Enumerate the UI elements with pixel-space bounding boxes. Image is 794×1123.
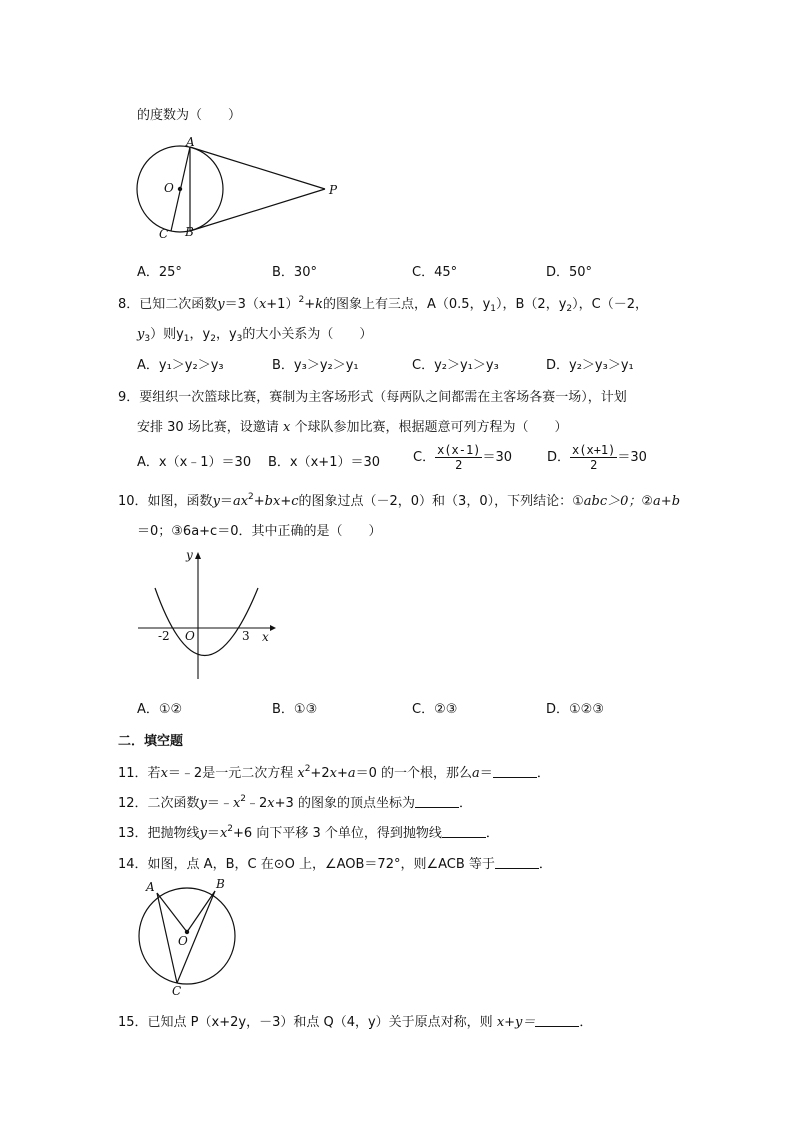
q7-label-c: C	[159, 227, 169, 241]
q8-point-c: ），C（－2，	[572, 297, 648, 312]
q9-option-a[interactable]: A．x（x﹣1）＝30	[137, 455, 252, 470]
q8-text-b: 的图象上有三点，	[322, 297, 427, 312]
q12-number: 12．	[118, 796, 148, 811]
q15-number: 15．	[118, 1015, 148, 1030]
q12-equation: y	[199, 796, 207, 811]
q13-number: 13．	[118, 826, 148, 841]
q10-parabola	[155, 588, 258, 656]
q8-text-d: 的大小关系为（ ）	[242, 327, 373, 342]
q7-figure	[130, 134, 350, 244]
q10-x-arrow	[270, 625, 276, 631]
q10-text: 如图，函数	[147, 494, 213, 509]
q7-tail: 的度数为（ ）	[137, 108, 242, 123]
q14-figure	[132, 876, 242, 996]
q10-conclusion-1: ①	[572, 494, 584, 509]
q10-label-o: O	[185, 629, 195, 643]
q13: 13．把抛物线$y=x^2+6$ 向下平移 3 个单位，得到抛物线 ．	[118, 824, 499, 841]
q10-conclusion-2: ②	[641, 494, 654, 509]
q9-fraction-c: $\frac{x(x-1)}{2}$	[437, 443, 481, 472]
q7-option-d[interactable]: D．50°	[546, 265, 593, 280]
q10-label-3: 3	[242, 629, 250, 643]
q11-equation: x	[160, 766, 168, 781]
q14-label-o: O	[178, 934, 188, 948]
q8-point-b: ），B（2，y	[496, 297, 567, 312]
q9-option-b[interactable]: B．x（x+1）＝30	[268, 455, 381, 470]
q9-fraction-d: $\frac{x(x+1)}{2}$	[572, 443, 616, 472]
q7-label-a: A	[186, 135, 195, 149]
q7-tangent-pa	[190, 147, 325, 189]
q9-number: 9．	[118, 390, 140, 405]
q7-center-dot	[178, 187, 182, 191]
q10-option-b[interactable]: B．①③	[272, 702, 318, 717]
q7-option-c[interactable]: C．45°	[412, 265, 458, 280]
q10-option-d[interactable]: D．①②③	[546, 702, 604, 717]
q10-line1: 10．如图，函数$y=ax^2+bx+c$的图象过点（－2，0）和（3，0），下列结论：①abc＞0；②a+b	[118, 492, 681, 509]
q7-tangent-pb	[190, 189, 325, 231]
q9-text-c: 个球队参加比赛，根据题意可列方程为（ ）	[294, 420, 568, 435]
q8-sep-2: ，y	[215, 327, 237, 342]
section-heading-fill-blank: 二．填空题	[118, 734, 184, 749]
q15: 15．已知点 P（x+2y，－3）和点 Q（4，y）关于原点对称，则 x+y＝ ．	[118, 1015, 593, 1030]
q10-label-minus2: -2	[158, 629, 170, 643]
q10-option-c[interactable]: C．②③	[412, 702, 458, 717]
q9-option-d[interactable]: D． $\frac{x(x+1)}{2}$ ＝30	[547, 443, 647, 472]
q9-option-c[interactable]: C． $\frac{x(x-1)}{2}$ ＝30	[413, 443, 512, 472]
q9-text: 要组织一次篮球比赛，赛制为主客场形式（每两队之间都需在主客场各赛一场），计划	[139, 390, 627, 405]
q10-text-b: 的图象过点（－2，0）和（3，0），下列结论：	[298, 494, 573, 509]
q12-answer-blank[interactable]	[415, 796, 459, 808]
q9-text-b: 安排 30 场比赛，设邀请	[137, 420, 279, 435]
q9-x: x	[282, 420, 291, 435]
q10-number: 10．	[118, 494, 148, 509]
q8-number: 8．	[118, 297, 140, 312]
q11-number: 11．	[118, 766, 148, 781]
q11-answer-blank[interactable]	[493, 766, 537, 778]
q15-answer-blank[interactable]	[535, 1015, 579, 1027]
q7-label-p: P	[329, 183, 338, 197]
q9-line1	[118, 386, 627, 405]
q8-line1: 8．已知二次函数$y=3(x+1)^2+k$的图象上有三点，A（0.5，$y_1$），B（2，$y_2$），C（－2，	[118, 295, 648, 314]
q7-label-o: O	[164, 181, 174, 195]
q11: 11．若x＝﹣2是一元二次方程 $x^2+2x+a=0$ 的一个根，那么a＝ ．	[118, 764, 550, 781]
q8-option-d[interactable]: D．y₂＞y₃＞y₁	[546, 358, 634, 373]
q9-line2	[137, 416, 567, 435]
q10-equation: y	[212, 494, 220, 509]
q8-point-a: A（0.5，y	[427, 297, 491, 312]
q8-sep-1: ，y	[189, 327, 211, 342]
q10-label-x: x	[262, 630, 269, 644]
q7-option-b[interactable]: B．30°	[272, 265, 317, 280]
q10-label-y: y	[186, 548, 193, 562]
q8-equation: y	[217, 297, 225, 312]
q14-answer-blank[interactable]	[495, 857, 539, 869]
q10-line2: ＝0；③6a+c＝0．其中正确的是（ ）	[137, 524, 382, 539]
q8-y: y	[137, 327, 145, 342]
q10-figure	[130, 545, 280, 685]
q8-option-c[interactable]: C．y₂＞y₁＞y₃	[412, 358, 499, 373]
q8-option-b[interactable]: B．y₃＞y₂＞y₁	[272, 358, 359, 373]
q8-option-a[interactable]: A．y₁＞y₂＞y₃	[137, 358, 224, 373]
q10-option-a[interactable]: A．①②	[137, 702, 183, 717]
q8-text-c: ）则y	[150, 327, 184, 342]
q8-text: 已知二次函数	[139, 297, 218, 312]
q10-y-arrow	[195, 552, 201, 559]
q12: 12．二次函数$y=﹣x^2﹣2x+3$ 的图象的顶点坐标为 ．	[118, 794, 472, 811]
q14-label-b: B	[216, 877, 225, 891]
q8-line2: $y_3$）则$y_1$，$y_2$，$y_3$的大小关系为（ ）	[137, 327, 373, 344]
q14-label-a: A	[146, 880, 155, 894]
q14: 14．如图，点 A，B，C 在⊙O 上，∠AOB＝72°，则∠ACB 等于 ．	[118, 857, 552, 872]
q14-number: 14．	[118, 857, 148, 872]
q13-answer-blank[interactable]	[442, 826, 486, 838]
q7-option-a[interactable]: A．25°	[137, 265, 182, 280]
q7-label-b: B	[185, 225, 194, 239]
q13-equation: y	[199, 826, 207, 841]
q14-label-c: C	[172, 984, 182, 996]
